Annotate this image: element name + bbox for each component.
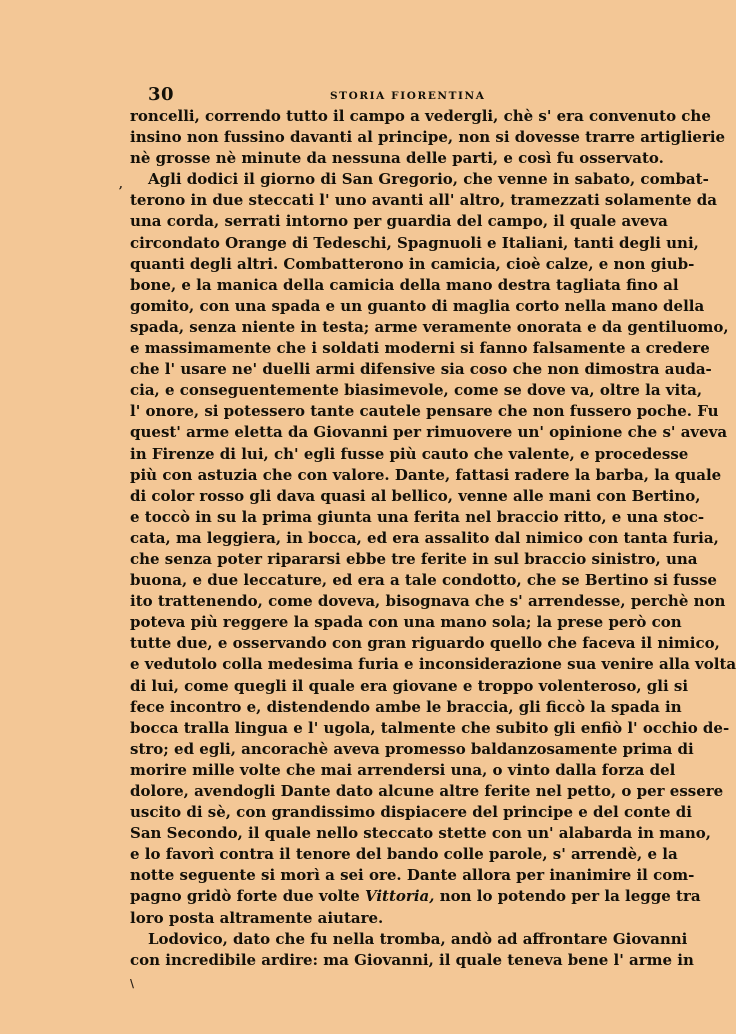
text-line: buona, e due leccature, ed era a tale condotto, che se Bertino si fusse: [130, 571, 717, 590]
text-line: tutte due, e osservando con gran riguardo quello che faceva il nimico,: [130, 634, 720, 653]
text-line: che senza poter ripararsi ebbe tre ferite in sul braccio sinistro, una: [130, 549, 698, 568]
running-title: STORIA FIORENTINA: [330, 90, 486, 102]
text-line: roncelli, correndo tutto il campo a vedergli, chè s' era convenuto che: [130, 107, 711, 125]
italic-word: Vittoria,: [364, 887, 435, 906]
margin-mark: \: [130, 977, 135, 990]
text-line: morire mille volte che mai arrendersi una, o vinto dalla forza del: [130, 760, 676, 779]
text-line: più con astuzia che con valore. Dante, fattasi radere la barba, la quale: [130, 465, 722, 484]
text-line: di color rosso gli dava quasi al bellico, venne alle mani con Bertino,: [130, 486, 701, 505]
page-number: 30: [148, 84, 175, 105]
text-line: e massimamente che i soldati moderni si fanno falsamente a credere: [130, 339, 710, 358]
line-start: pagno gridò forte due volte: [130, 887, 360, 906]
text-line: uscito di sè, con grandissimo dispiacere del principe e del conte di: [130, 803, 692, 822]
text-line: che l' usare ne' duelli armi difensive sia coso che non dimostra auda-: [130, 360, 712, 379]
text-line: e vedutolo colla medesima furia e inconsiderazione sua venire alla volta: [130, 655, 736, 674]
text-line: bocca tralla lingua e l' ugola, talmente che subito gli enfiò l' occhio de-: [130, 718, 730, 737]
text-line: dolore, avendogli Dante dato alcune altre ferite nel petto, o per essere: [130, 782, 724, 800]
text-line: in Firenze di lui, ch' egli fusse più cauto che valente, e procedesse: [130, 444, 689, 463]
text-line: notte seguente si morì a sei ore. Dante allora per inanimire il com-: [130, 866, 695, 885]
body-text: [130, 106, 736, 971]
text-line: ito trattenendo, come doveva, bisognava che s' arrendesse, perchè non: [130, 592, 726, 611]
text-line: Agli dodici il giorno di San Gregorio, che venne in sabato, combat-: [148, 170, 709, 189]
text-line: circondato Orange di Tedeschi, Spagnuoli e Italiani, tanti degli uni,: [130, 233, 699, 252]
text-line: San Secondo, il quale nello steccato stette con un' alabarda in mano,: [130, 824, 712, 843]
text-line: e toccò in su la prima giunta una ferita nel braccio ritto, e una stoc-: [130, 507, 705, 526]
text-line-with-italic: [130, 886, 701, 907]
text-line: fece incontro e, distendendo ambe le braccia, gli ficcò la spada in: [130, 697, 682, 716]
text-line: gomito, con una spada e un guanto di maglia corto nella mano della: [130, 296, 705, 315]
text-line: e lo favorì contra il tenore del bando colle parole, s' arrendè, e la: [130, 845, 678, 864]
text-line: spada, senza niente in testa; arme veramente onorata e da gentiluomo,: [130, 317, 729, 336]
text-line: terono in due steccati l' uno avanti all' altro, tramezzati solamente da: [130, 191, 717, 210]
page-header: [130, 84, 652, 108]
line-end: non lo potendo per la legge tra: [439, 887, 701, 906]
text-line: bone, e la manica della camicia della mano destra tagliata fino al: [130, 275, 679, 294]
text-line: stro; ed egli, ancorachè aveva promesso baldanzosamente prima di: [130, 739, 694, 758]
text-line: una corda, serrati intorno per guardia del campo, il quale aveva: [130, 212, 668, 231]
text-line: quest' arme eletta da Giovanni per rimuovere un' opinione che s' aveva: [130, 423, 728, 442]
text-line: poteva più reggere la spada con una mano sola; la prese però con: [130, 613, 682, 632]
text-line: con incredibile ardire: ma Giovanni, il quale teneva bene l' arme in: [130, 950, 694, 969]
text-line: l' onore, si potessero tante cautele pensare che non fussero poche. Fu: [130, 402, 719, 421]
text-line: insino non fussino davanti al principe, non si dovesse trarre artiglierie: [130, 128, 726, 147]
text-line: cia, e conseguentemente biasimevole, come se dove va, oltre la vita,: [130, 381, 703, 400]
margin-mark: ,: [119, 178, 123, 191]
text-line: quanti degli altri. Combatterono in camicia, cioè calze, e non giub-: [130, 254, 695, 273]
text-line: di lui, come quegli il quale era giovane e troppo volenteroso, gli si: [130, 676, 689, 695]
text-line: nè grosse nè minute da nessuna delle parti, e così fu osservato.: [130, 149, 664, 168]
text-line: Lodovico, dato che fu nella tromba, andò ad affrontare Giovanni: [148, 929, 688, 948]
text-line: cata, ma leggiera, in bocca, ed era assalito dal nimico con tanta furia,: [130, 528, 719, 547]
text-line: loro posta altramente aiutare.: [130, 908, 384, 927]
